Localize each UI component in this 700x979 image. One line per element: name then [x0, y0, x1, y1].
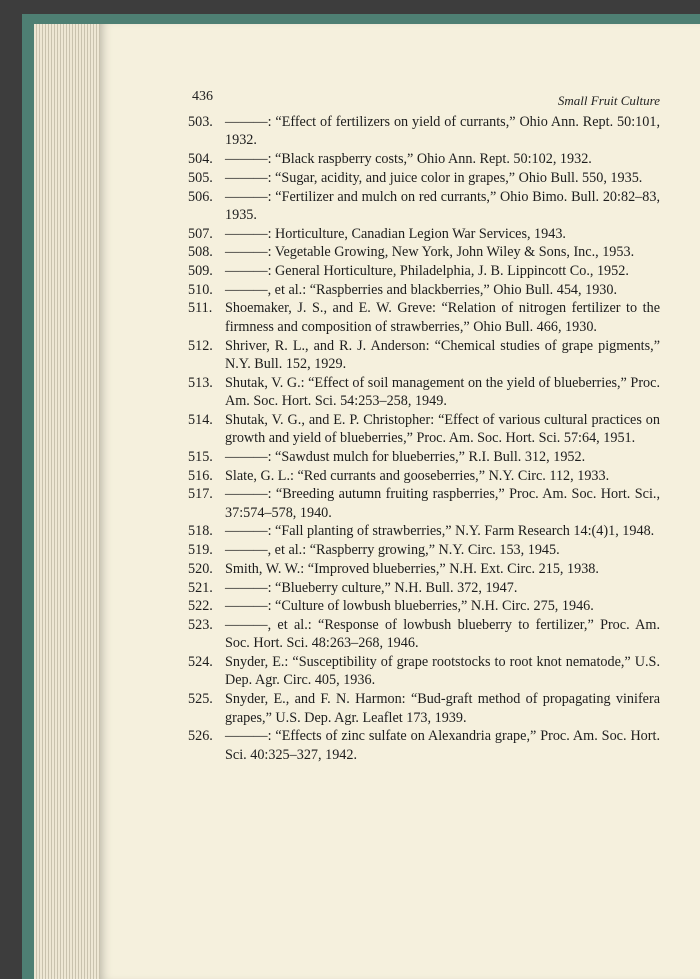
- reference-text: ———: “Effects of zinc sulfate on Alexandria grape,” Proc. Am. Soc. Hort. Sci. 40:325–327, 1942.: [225, 728, 660, 763]
- reference-text: Snyder, E., and F. N. Harmon: “Bud-graft method of propagating vinifera grapes,” U.S. Dep. Agr. Leaflet 173, 1939.: [225, 691, 660, 726]
- reference-number: 517.: [188, 486, 213, 503]
- reference-item: [188, 727, 660, 764]
- reference-number: 521.: [188, 579, 213, 596]
- reference-number: 525.: [188, 691, 213, 708]
- reference-text: ———: “Breeding autumn fruiting raspberries,” Proc. Am. Soc. Hort. Sci., 37:574–578, 1940.: [225, 486, 660, 521]
- reference-text: ———: “Fall planting of strawberries,” N.Y. Farm Research 14:(4)1, 1948.: [225, 523, 655, 540]
- reference-item: [188, 616, 660, 653]
- reference-number: 510.: [188, 281, 213, 298]
- reference-number: 522.: [188, 598, 213, 615]
- reference-number: 526.: [188, 728, 213, 745]
- reference-text: ———: “Effect of fertilizers on yield of currants,” Ohio Ann. Rept. 50:101, 1932.: [225, 114, 660, 149]
- reference-text: Shriver, R. L., and R. J. Anderson: “Chemical studies of grape pigments,” N.Y. Bull. 152, 1929.: [225, 337, 660, 372]
- reference-number: 506.: [188, 188, 213, 205]
- reference-item: [188, 225, 660, 243]
- reference-text: Snyder, E.: “Susceptibility of grape rootstocks to root knot nematode,” U.S. Dep. Agr. Circ. 405, 1936.: [225, 654, 660, 689]
- reference-item: [188, 485, 660, 522]
- page-number: 436: [192, 89, 213, 104]
- reference-text: ———: “Sawdust mulch for blueberries,” R.I. Bull. 312, 1952.: [225, 448, 586, 465]
- reference-text: Shutak, V. G., and E. P. Christopher: “Effect of various cultural practices on growth and yield of blueberries,” Proc. Am. Soc. Hort. Sci. 57:64, 1951.: [225, 411, 660, 447]
- reference-text: ———: Vegetable Growing, New York, John Wiley & Sons, Inc., 1953.: [225, 244, 635, 261]
- reference-number: 512.: [188, 337, 213, 354]
- reference-item: [188, 690, 660, 727]
- page-edges: [34, 24, 106, 979]
- running-head: Small Fruit Culture: [557, 93, 660, 108]
- reference-item: [188, 411, 660, 448]
- reference-number: 516.: [188, 467, 213, 484]
- reference-text: Shoemaker, J. S., and E. W. Greve: “Relation of nitrogen fertilizer to the firmness and composition of strawberries,” Ohio Bull. 466, 1930.: [225, 300, 660, 335]
- reference-text: ———: “Blueberry culture,” N.H. Bull. 372, 1947.: [225, 579, 518, 596]
- reference-item: [188, 579, 660, 597]
- reference-text: ———: “Sugar, acidity, and juice color in grapes,” Ohio Bull. 550, 1935.: [225, 169, 643, 186]
- reference-item: [188, 653, 660, 690]
- reference-text: ———, et al.: “Raspberry growing,” N.Y. Circ. 153, 1945.: [225, 542, 560, 559]
- reference-number: 523.: [188, 616, 213, 633]
- reference-number: 518.: [188, 523, 213, 540]
- reference-number: 507.: [188, 225, 213, 242]
- reference-item: [188, 374, 660, 411]
- reference-text: ———: “Black raspberry costs,” Ohio Ann. Rept. 50:102, 1932.: [225, 151, 592, 168]
- reference-item: [188, 243, 660, 261]
- reference-item: [188, 262, 660, 280]
- reference-item: [188, 169, 660, 187]
- reference-number: 519.: [188, 542, 213, 559]
- reference-item: [188, 467, 660, 485]
- reference-number: 511.: [188, 300, 213, 317]
- reference-text: ———: “Fertilizer and mulch on red currants,” Ohio Bimo. Bull. 20:82–83, 1935.: [225, 188, 660, 223]
- reference-item: [188, 188, 660, 225]
- reference-item: [188, 299, 660, 336]
- reference-item: [188, 522, 660, 540]
- reference-item: [188, 597, 660, 615]
- reference-text: ———: “Culture of lowbush blueberries,” N.H. Circ. 275, 1946.: [225, 598, 594, 615]
- reference-text: ———, et al.: “Response of lowbush blueberry to fertilizer,” Proc. Am. Soc. Hort. Sci. 48:263–268, 1946.: [225, 616, 660, 652]
- reference-number: 514.: [188, 411, 213, 428]
- reference-text: ———, et al.: “Raspberries and blackberries,” Ohio Bull. 454, 1930.: [225, 281, 618, 298]
- reference-number: 515.: [188, 448, 213, 465]
- reference-number: 509.: [188, 263, 213, 280]
- reference-number: 505.: [188, 169, 213, 186]
- reference-number: 513.: [188, 374, 213, 391]
- reference-number: 503.: [188, 114, 213, 130]
- reference-item: [188, 150, 660, 168]
- reference-item: [188, 560, 660, 578]
- reference-list: [188, 113, 660, 764]
- reference-text: ———: Horticulture, Canadian Legion War Services, 1943.: [225, 225, 566, 242]
- reference-number: 524.: [188, 654, 213, 671]
- reference-text: Slate, G. L.: “Red currants and gooseberries,” N.Y. Circ. 112, 1933.: [225, 467, 610, 484]
- reference-number: 520.: [188, 560, 213, 577]
- reference-item: [188, 448, 660, 466]
- reference-number: 508.: [188, 244, 213, 261]
- reference-text: ———: General Horticulture, Philadelphia, J. B. Lippincott Co., 1952.: [225, 263, 629, 280]
- reference-text: Smith, W. W.: “Improved blueberries,” N.H. Ext. Circ. 215, 1938.: [225, 560, 599, 577]
- reference-item: [188, 541, 660, 559]
- reference-item: [188, 281, 660, 299]
- reference-item: [188, 337, 660, 374]
- reference-item: [188, 113, 660, 150]
- reference-text: Shutak, V. G.: “Effect of soil management on the yield of blueberries,” Proc. Am. Soc. Hort. Sci. 54:253–258, 1949.: [225, 374, 660, 410]
- reference-number: 504.: [188, 151, 213, 168]
